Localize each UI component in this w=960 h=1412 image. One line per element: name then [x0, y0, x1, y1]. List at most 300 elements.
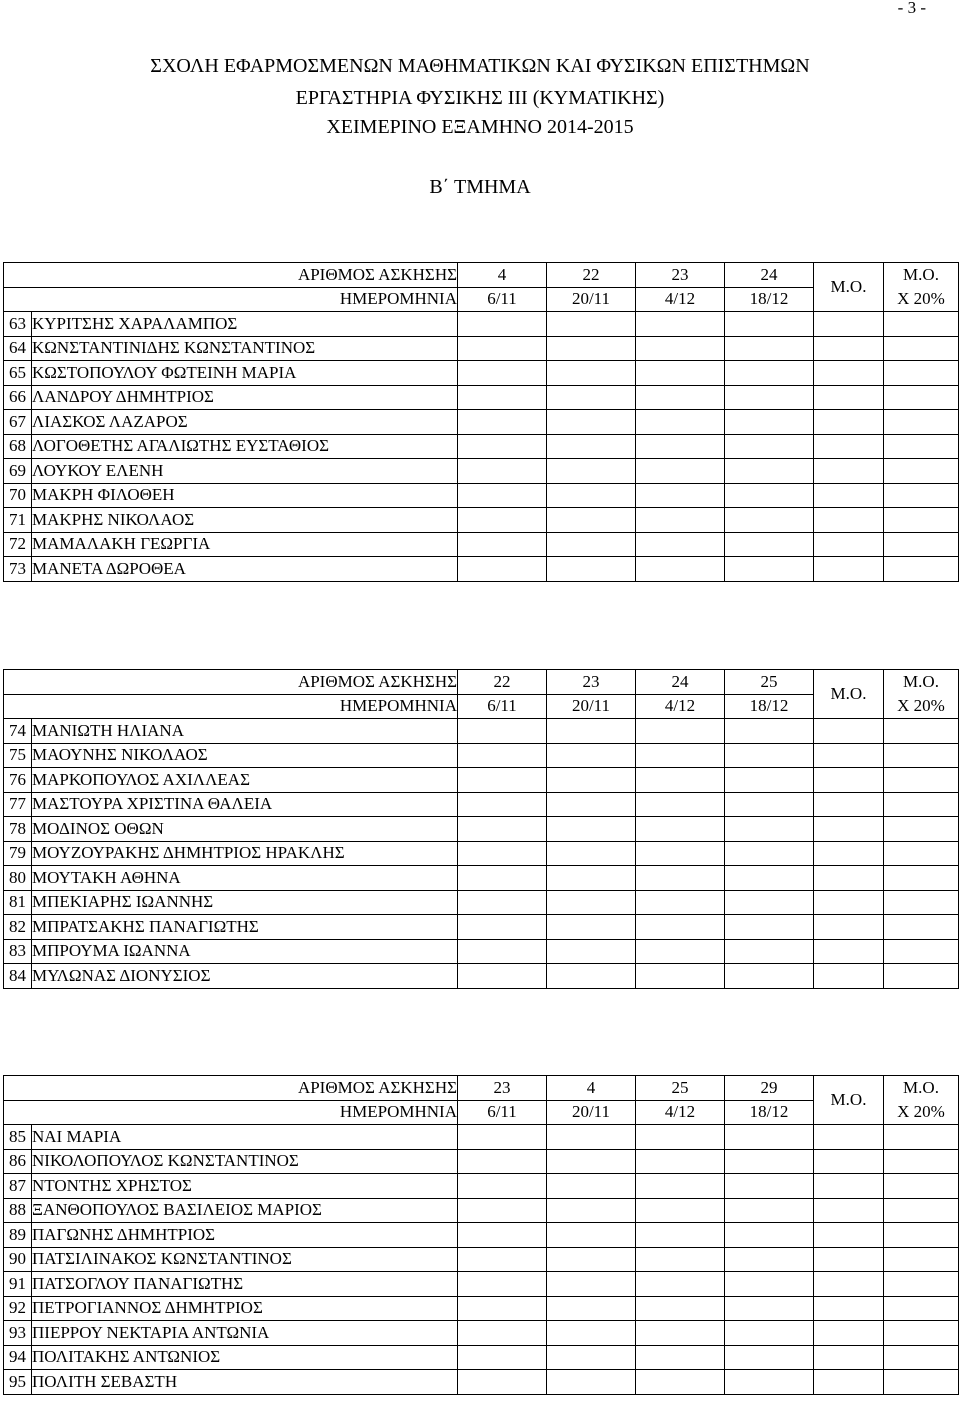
grade-cell — [547, 1198, 636, 1223]
grade-cell — [725, 1223, 814, 1248]
semester-title: ΧΕΙΜΕΡΙΝΟ ΕΞΑΜΗΝΟ 2014-2015 — [326, 116, 634, 138]
grade-cell — [636, 1125, 725, 1150]
grade-cell — [725, 1272, 814, 1297]
student-number: 83 — [4, 939, 32, 964]
grade-cell — [458, 915, 547, 940]
exercise-number: 22 — [458, 670, 547, 695]
exercise-date: 18/12 — [725, 1100, 814, 1125]
grade-cell — [636, 483, 725, 508]
student-number: 86 — [4, 1149, 32, 1174]
student-number: 92 — [4, 1296, 32, 1321]
student-row — [4, 1174, 959, 1199]
grade-cell — [458, 1198, 547, 1223]
grade-cell — [458, 361, 547, 386]
weighted-average-cell — [884, 768, 959, 793]
student-number: 71 — [4, 508, 32, 533]
exercise-number: 24 — [725, 263, 814, 288]
grade-cell — [725, 557, 814, 582]
grade-cell — [547, 792, 636, 817]
grade-cell — [458, 1345, 547, 1370]
student-row — [4, 792, 959, 817]
average-header: Μ.Ο. — [814, 1076, 884, 1125]
weighted-average-cell — [884, 817, 959, 842]
grade-cell — [547, 743, 636, 768]
student-name: ΜΑΚΡΗΣ ΝΙΚΟΛΑΟΣ — [32, 508, 458, 533]
student-number: 68 — [4, 434, 32, 459]
exercise-number: 29 — [725, 1076, 814, 1101]
grade-cell — [636, 939, 725, 964]
student-row — [4, 410, 959, 435]
weighted-average-cell — [884, 915, 959, 940]
section-title: Β΄ ΤΜΗΜΑ — [429, 176, 531, 198]
grade-cell — [725, 719, 814, 744]
page-number: - 3 - — [897, 0, 926, 17]
weighted-average-cell — [884, 841, 959, 866]
grade-cell — [547, 915, 636, 940]
weighted-average-cell — [884, 459, 959, 484]
student-name: ΜΑΣΤΟΥΡΑ ΧΡΙΣΤΙΝΑ ΘΑΛΕΙΑ — [32, 792, 458, 817]
grade-cell — [458, 1174, 547, 1199]
grade-cell — [547, 1149, 636, 1174]
grade-cell — [725, 866, 814, 891]
average-cell — [814, 817, 884, 842]
student-row — [4, 1149, 959, 1174]
weighted-average-cell — [884, 1296, 959, 1321]
weighted-average-cell — [884, 1370, 959, 1395]
grade-cell — [547, 459, 636, 484]
weighted-average-header — [884, 1076, 959, 1125]
grade-cell — [725, 1247, 814, 1272]
student-number: 65 — [4, 361, 32, 386]
average-cell — [814, 1198, 884, 1223]
student-name: ΜΑΝΕΤΑ ΔΩΡΟΘΕΑ — [32, 557, 458, 582]
grade-cell — [636, 1174, 725, 1199]
student-row — [4, 483, 959, 508]
grade-cell — [636, 312, 725, 337]
date-label: ΗΜΕΡΟΜΗΝΙΑ — [4, 1100, 458, 1125]
exercise-date: 20/11 — [547, 287, 636, 312]
grade-cell — [458, 964, 547, 989]
grade-cell — [636, 1247, 725, 1272]
exercise-number: 24 — [636, 670, 725, 695]
grade-cell — [636, 532, 725, 557]
average-cell — [814, 866, 884, 891]
exercise-date: 4/12 — [636, 1100, 725, 1125]
grade-cell — [458, 410, 547, 435]
grades-grid — [3, 262, 959, 582]
student-name: ΠΟΛΙΤΑΚΗΣ ΑΝΤΩΝΙΟΣ — [32, 1345, 458, 1370]
grade-cell — [725, 964, 814, 989]
grade-cell — [458, 1223, 547, 1248]
grade-cell — [725, 792, 814, 817]
student-number: 81 — [4, 890, 32, 915]
grade-cell — [547, 841, 636, 866]
exercise-date: 6/11 — [458, 1100, 547, 1125]
grade-cell — [458, 508, 547, 533]
student-row — [4, 508, 959, 533]
student-name: ΚΩΣΤΟΠΟΥΛΟΥ ΦΩΤΕΙΝΗ ΜΑΡΙΑ — [32, 361, 458, 386]
student-row — [4, 557, 959, 582]
exercise-number-label: ΑΡΙΘΜΟΣ ΑΣΚΗΣΗΣ — [4, 670, 458, 695]
exercise-number: 25 — [636, 1076, 725, 1101]
grade-cell — [636, 1272, 725, 1297]
grade-cell — [458, 1296, 547, 1321]
average-cell — [814, 1174, 884, 1199]
average-cell — [814, 1370, 884, 1395]
weighted-average-label-2: Χ 20% — [897, 289, 945, 308]
average-cell — [814, 557, 884, 582]
student-name: ΜΑΝΙΩΤΗ ΗΛΙΑΝΑ — [32, 719, 458, 744]
weighted-average-cell — [884, 1125, 959, 1150]
exercise-number: 22 — [547, 263, 636, 288]
student-number: 77 — [4, 792, 32, 817]
student-row — [4, 312, 959, 337]
exercise-number: 25 — [725, 670, 814, 695]
grades-table-2 — [3, 669, 958, 989]
grade-cell — [725, 336, 814, 361]
weighted-average-cell — [884, 312, 959, 337]
exercise-date: 20/11 — [547, 694, 636, 719]
grade-cell — [725, 1174, 814, 1199]
average-cell — [814, 768, 884, 793]
grade-cell — [547, 361, 636, 386]
student-row — [4, 1272, 959, 1297]
weighted-average-cell — [884, 1321, 959, 1346]
grade-cell — [547, 336, 636, 361]
student-row — [4, 1125, 959, 1150]
student-name: ΛΟΥΚΟΥ ΕΛΕΝΗ — [32, 459, 458, 484]
grade-cell — [636, 1345, 725, 1370]
student-name: ΠΑΤΣΙΛΙΝΑΚΟΣ ΚΩΝΣΤΑΝΤΙΝΟΣ — [32, 1247, 458, 1272]
grade-cell — [458, 719, 547, 744]
student-number: 82 — [4, 915, 32, 940]
student-row — [4, 964, 959, 989]
weighted-average-cell — [884, 434, 959, 459]
grade-cell — [458, 336, 547, 361]
average-cell — [814, 1247, 884, 1272]
student-name: ΝΤΟΝΤΗΣ ΧΡΗΣΤΟΣ — [32, 1174, 458, 1199]
grade-cell — [636, 557, 725, 582]
grade-cell — [547, 1296, 636, 1321]
grade-cell — [458, 1125, 547, 1150]
student-row — [4, 1247, 959, 1272]
exercise-number-row — [4, 1076, 959, 1101]
student-row — [4, 532, 959, 557]
weighted-average-cell — [884, 1345, 959, 1370]
grades-grid — [3, 1075, 959, 1395]
student-row — [4, 743, 959, 768]
grade-cell — [725, 434, 814, 459]
student-number: 67 — [4, 410, 32, 435]
average-cell — [814, 915, 884, 940]
student-name: ΠΙΕΡΡΟΥ ΝΕΚΤΑΡΙΑ ΑΝΤΩΝΙΑ — [32, 1321, 458, 1346]
exercise-date: 6/11 — [458, 694, 547, 719]
weighted-average-cell — [884, 532, 959, 557]
student-name: ΜΑΟΥΝΗΣ ΝΙΚΟΛΑΟΣ — [32, 743, 458, 768]
weighted-average-label-1: Μ.Ο. — [903, 1078, 939, 1097]
grade-cell — [547, 1370, 636, 1395]
grade-cell — [636, 459, 725, 484]
exercise-number-label: ΑΡΙΘΜΟΣ ΑΣΚΗΣΗΣ — [4, 263, 458, 288]
student-row — [4, 336, 959, 361]
student-number: 78 — [4, 817, 32, 842]
student-number: 69 — [4, 459, 32, 484]
weighted-average-cell — [884, 792, 959, 817]
student-row — [4, 1321, 959, 1346]
student-row — [4, 361, 959, 386]
grade-cell — [636, 508, 725, 533]
student-name: ΜΟΥΖΟΥΡΑΚΗΣ ΔΗΜΗΤΡΙΟΣ ΗΡΑΚΛΗΣ — [32, 841, 458, 866]
grade-cell — [725, 410, 814, 435]
grade-cell — [636, 817, 725, 842]
student-name: ΠΕΤΡΟΓΙΑΝΝΟΣ ΔΗΜΗΤΡΙΟΣ — [32, 1296, 458, 1321]
average-cell — [814, 1125, 884, 1150]
exercise-date: 18/12 — [725, 287, 814, 312]
exercise-number: 4 — [547, 1076, 636, 1101]
student-number: 95 — [4, 1370, 32, 1395]
exercise-number: 23 — [636, 263, 725, 288]
grade-cell — [547, 1174, 636, 1199]
student-number: 76 — [4, 768, 32, 793]
student-number: 63 — [4, 312, 32, 337]
student-number: 70 — [4, 483, 32, 508]
grade-cell — [458, 841, 547, 866]
grade-cell — [547, 866, 636, 891]
average-header: Μ.Ο. — [814, 670, 884, 719]
date-label: ΗΜΕΡΟΜΗΝΙΑ — [4, 694, 458, 719]
student-name: ΜΟΔΙΝΟΣ ΟΘΩΝ — [32, 817, 458, 842]
grade-cell — [547, 410, 636, 435]
student-row — [4, 719, 959, 744]
student-number: 75 — [4, 743, 32, 768]
grade-cell — [636, 1370, 725, 1395]
exercise-date: 18/12 — [725, 694, 814, 719]
student-row — [4, 1296, 959, 1321]
student-number: 87 — [4, 1174, 32, 1199]
grade-cell — [725, 1198, 814, 1223]
grade-cell — [547, 312, 636, 337]
weighted-average-label-1: Μ.Ο. — [903, 265, 939, 284]
grade-cell — [636, 410, 725, 435]
grade-cell — [458, 1321, 547, 1346]
exercise-date: 20/11 — [547, 1100, 636, 1125]
student-number: 89 — [4, 1223, 32, 1248]
average-cell — [814, 532, 884, 557]
weighted-average-cell — [884, 719, 959, 744]
average-cell — [814, 434, 884, 459]
average-cell — [814, 1149, 884, 1174]
student-name: ΛΑΝΔΡΟΥ ΔΗΜΗΤΡΙΟΣ — [32, 385, 458, 410]
grade-cell — [636, 915, 725, 940]
grade-cell — [725, 817, 814, 842]
grade-cell — [636, 1296, 725, 1321]
student-name: ΜΠΡΟΥΜΑ ΙΩΑΝΝΑ — [32, 939, 458, 964]
lab-title: ΕΡΓΑΣΤΗΡΙΑ ΦΥΣΙΚΗΣ ΙΙΙ (ΚΥΜΑΤΙΚΗΣ) — [295, 87, 665, 109]
grades-grid — [3, 669, 959, 989]
student-number: 74 — [4, 719, 32, 744]
student-name: ΜΠΡΑΤΣΑΚΗΣ ΠΑΝΑΓΙΩΤΗΣ — [32, 915, 458, 940]
average-cell — [814, 336, 884, 361]
weighted-average-cell — [884, 483, 959, 508]
grade-cell — [458, 483, 547, 508]
grade-cell — [458, 1370, 547, 1395]
student-row — [4, 1345, 959, 1370]
student-row — [4, 841, 959, 866]
weighted-average-cell — [884, 385, 959, 410]
grade-cell — [725, 1125, 814, 1150]
grade-cell — [725, 459, 814, 484]
average-cell — [814, 743, 884, 768]
grade-cell — [458, 434, 547, 459]
student-name: ΞΑΝΘΟΠΟΥΛΟΣ ΒΑΣΙΛΕΙΟΣ ΜΑΡΙΟΣ — [32, 1198, 458, 1223]
weighted-average-cell — [884, 1198, 959, 1223]
grade-cell — [636, 361, 725, 386]
student-name: ΜΟΥΤΑΚΗ ΑΘΗΝΑ — [32, 866, 458, 891]
exercise-date: 4/12 — [636, 694, 725, 719]
grade-cell — [725, 768, 814, 793]
student-name: ΜΑΜΑΛΑΚΗ ΓΕΩΡΓΙΑ — [32, 532, 458, 557]
grade-cell — [725, 890, 814, 915]
weighted-average-cell — [884, 1174, 959, 1199]
grade-cell — [547, 817, 636, 842]
weighted-average-cell — [884, 743, 959, 768]
grade-cell — [547, 1272, 636, 1297]
average-cell — [814, 792, 884, 817]
student-name: ΜΥΛΩΝΑΣ ΔΙΟΝΥΣΙΟΣ — [32, 964, 458, 989]
grade-cell — [725, 1149, 814, 1174]
grade-cell — [458, 1247, 547, 1272]
student-name: ΛΟΓΟΘΕΤΗΣ ΑΓΑΛΙΩΤΗΣ ΕΥΣΤΑΘΙΟΣ — [32, 434, 458, 459]
student-name: ΚΩΝΣΤΑΝΤΙΝΙΔΗΣ ΚΩΝΣΤΑΝΤΙΝΟΣ — [32, 336, 458, 361]
student-row — [4, 768, 959, 793]
grade-cell — [547, 1321, 636, 1346]
weighted-average-cell — [884, 557, 959, 582]
average-cell — [814, 385, 884, 410]
grade-cell — [636, 964, 725, 989]
average-cell — [814, 890, 884, 915]
grade-cell — [547, 434, 636, 459]
grade-cell — [725, 508, 814, 533]
grade-cell — [547, 385, 636, 410]
student-row — [4, 434, 959, 459]
exercise-number-label: ΑΡΙΘΜΟΣ ΑΣΚΗΣΗΣ — [4, 1076, 458, 1101]
weighted-average-cell — [884, 1272, 959, 1297]
exercise-date: 6/11 — [458, 287, 547, 312]
average-cell — [814, 1272, 884, 1297]
grade-cell — [547, 1345, 636, 1370]
grade-cell — [636, 743, 725, 768]
grade-cell — [725, 841, 814, 866]
average-cell — [814, 1345, 884, 1370]
average-cell — [814, 719, 884, 744]
student-number: 85 — [4, 1125, 32, 1150]
student-number: 73 — [4, 557, 32, 582]
student-name: ΚΥΡΙΤΣΗΣ ΧΑΡΑΛΑΜΠΟΣ — [32, 312, 458, 337]
exercise-number-row — [4, 263, 959, 288]
student-name: ΛΙΑΣΚΟΣ ΛΑΖΑΡΟΣ — [32, 410, 458, 435]
exercise-number: 23 — [547, 670, 636, 695]
grade-cell — [636, 866, 725, 891]
grade-cell — [547, 1247, 636, 1272]
weighted-average-label-1: Μ.Ο. — [903, 672, 939, 691]
average-cell — [814, 841, 884, 866]
grade-cell — [547, 964, 636, 989]
student-number: 94 — [4, 1345, 32, 1370]
average-cell — [814, 410, 884, 435]
grade-cell — [547, 483, 636, 508]
weighted-average-cell — [884, 1149, 959, 1174]
grade-cell — [458, 743, 547, 768]
student-number: 88 — [4, 1198, 32, 1223]
exercise-number: 4 — [458, 263, 547, 288]
grade-cell — [725, 1321, 814, 1346]
grade-cell — [547, 719, 636, 744]
grade-cell — [458, 768, 547, 793]
grade-cell — [725, 483, 814, 508]
student-name: ΝΙΚΟΛΟΠΟΥΛΟΣ ΚΩΝΣΤΑΝΤΙΝΟΣ — [32, 1149, 458, 1174]
grade-cell — [547, 1223, 636, 1248]
student-name: ΠΑΓΩΝΗΣ ΔΗΜΗΤΡΙΟΣ — [32, 1223, 458, 1248]
grade-cell — [636, 336, 725, 361]
grade-cell — [458, 817, 547, 842]
grade-cell — [547, 557, 636, 582]
grade-cell — [458, 890, 547, 915]
weighted-average-header — [884, 263, 959, 312]
grade-cell — [547, 768, 636, 793]
student-name: ΝΑΙ ΜΑΡΙΑ — [32, 1125, 458, 1150]
student-number: 72 — [4, 532, 32, 557]
student-name: ΜΑΚΡΗ ΦΙΛΟΘΕΗ — [32, 483, 458, 508]
grade-cell — [636, 385, 725, 410]
student-number: 90 — [4, 1247, 32, 1272]
student-number: 66 — [4, 385, 32, 410]
grade-cell — [458, 385, 547, 410]
student-row — [4, 385, 959, 410]
weighted-average-cell — [884, 508, 959, 533]
student-number: 93 — [4, 1321, 32, 1346]
grade-cell — [547, 939, 636, 964]
weighted-average-header — [884, 670, 959, 719]
grade-cell — [458, 1272, 547, 1297]
average-header: Μ.Ο. — [814, 263, 884, 312]
average-cell — [814, 1223, 884, 1248]
student-row — [4, 890, 959, 915]
grade-cell — [725, 939, 814, 964]
student-name: ΠΟΛΙΤΗ ΣΕΒΑΣΤΗ — [32, 1370, 458, 1395]
weighted-average-cell — [884, 361, 959, 386]
exercise-number: 23 — [458, 1076, 547, 1101]
grade-cell — [725, 312, 814, 337]
grade-cell — [458, 557, 547, 582]
average-cell — [814, 361, 884, 386]
student-number: 91 — [4, 1272, 32, 1297]
weighted-average-cell — [884, 410, 959, 435]
grade-cell — [547, 532, 636, 557]
grade-cell — [725, 1296, 814, 1321]
student-number: 79 — [4, 841, 32, 866]
average-cell — [814, 1296, 884, 1321]
grade-cell — [458, 459, 547, 484]
grade-cell — [458, 939, 547, 964]
grade-cell — [636, 841, 725, 866]
grade-cell — [725, 915, 814, 940]
exercise-date: 4/12 — [636, 287, 725, 312]
exercise-number-row — [4, 670, 959, 695]
grade-cell — [636, 719, 725, 744]
student-row — [4, 1198, 959, 1223]
grade-cell — [458, 312, 547, 337]
average-cell — [814, 483, 884, 508]
